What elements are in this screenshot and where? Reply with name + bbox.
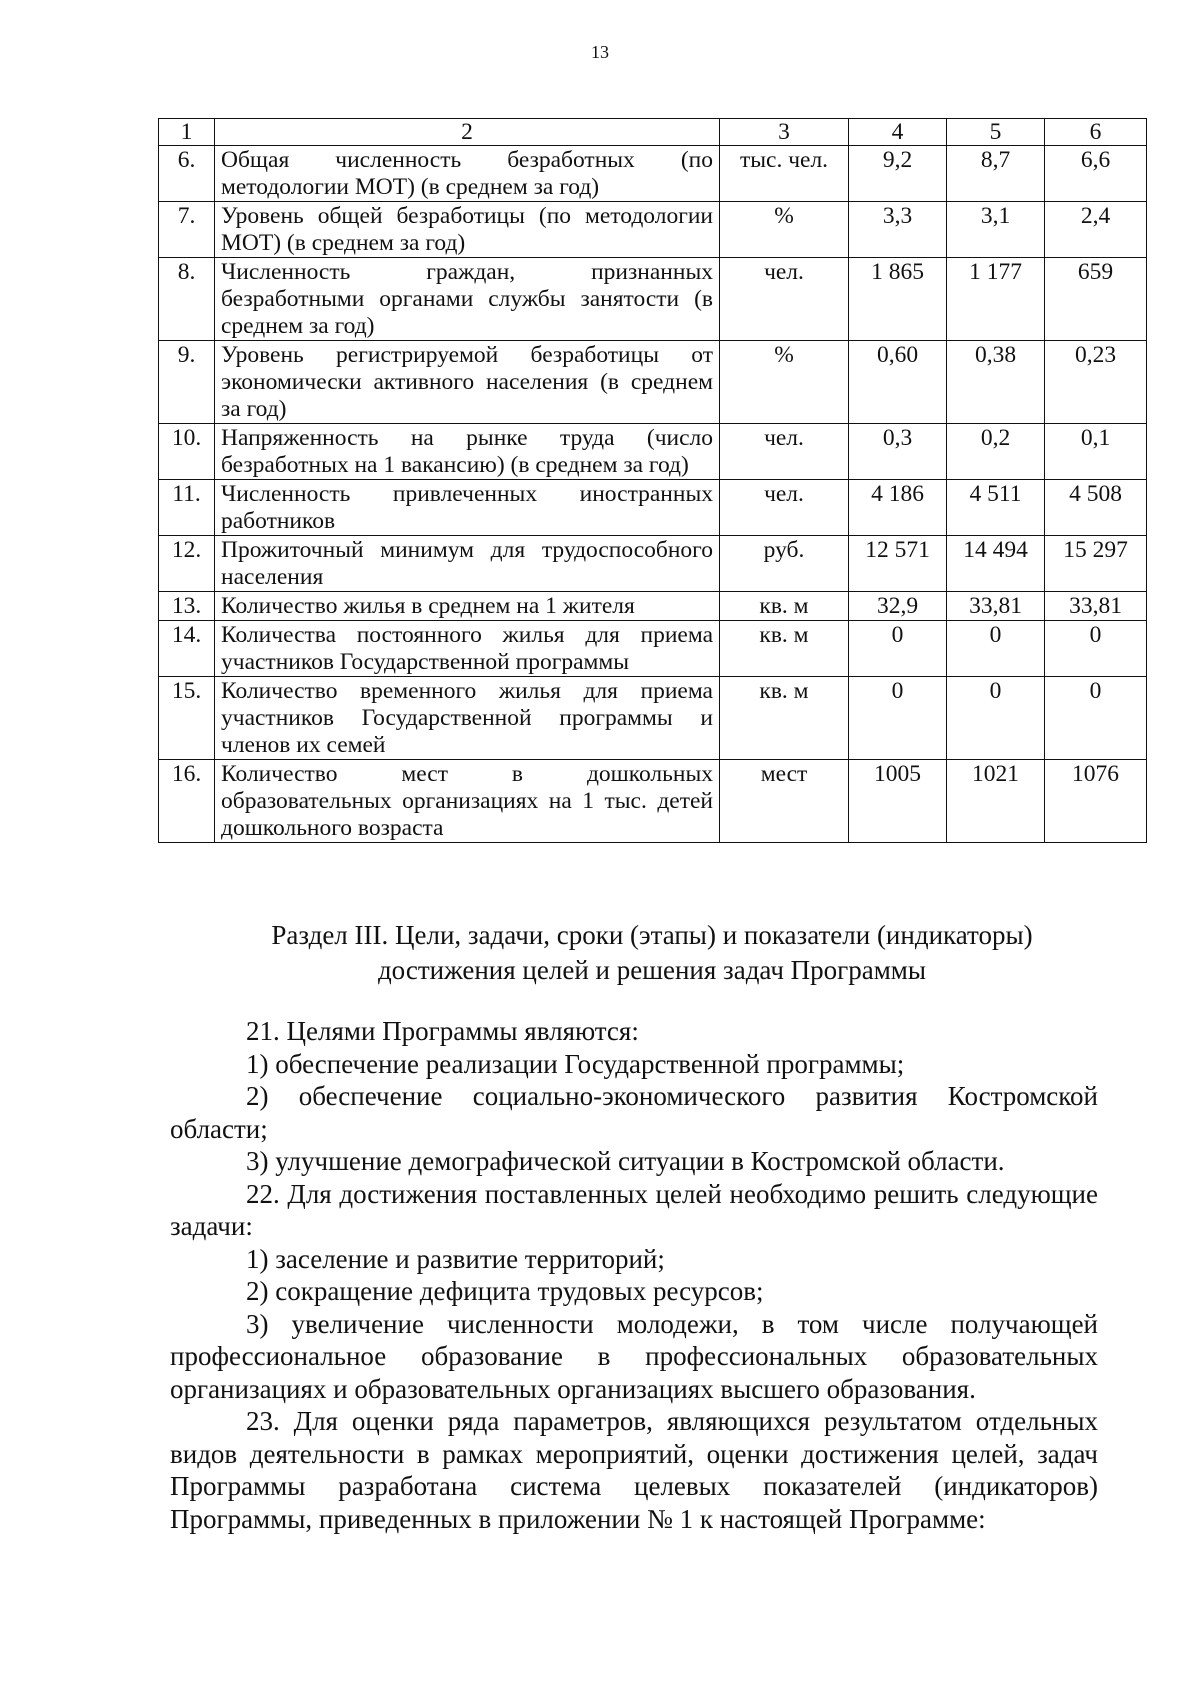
unit-cell: %	[720, 341, 849, 424]
value-cell: 0	[849, 677, 947, 760]
paragraph: 21. Целями Программы являются:	[246, 1016, 639, 1046]
value-cell: 15 297	[1045, 536, 1147, 592]
indicator-name-cell: Количество жилья в среднем на 1 жителя	[215, 592, 720, 621]
value-cell: 2,4	[1045, 202, 1147, 258]
indicator-name-cell: Количество временного жилья для приема участников Государственной программы и членов их семей	[215, 677, 720, 760]
paragraph: 2) сокращение дефицита трудовых ресурсов;	[246, 1276, 764, 1306]
value-cell: 0,3	[849, 424, 947, 480]
value-cell: 8,7	[947, 146, 1045, 202]
table-row	[159, 592, 1147, 621]
header-cell: 4	[849, 119, 947, 146]
table-row	[159, 146, 1147, 202]
row-number-cell: 7.	[159, 202, 215, 258]
table-row	[159, 341, 1147, 424]
indicator-name-cell: Напряженность на рынке труда (число безработных на 1 вакансию) (в среднем за год)	[215, 424, 720, 480]
value-cell: 1 865	[849, 258, 947, 341]
value-cell: 6,6	[1045, 146, 1147, 202]
table-row	[159, 202, 1147, 258]
row-number-cell: 8.	[159, 258, 215, 341]
paragraph: 1) обеспечение реализации Государственной программы;	[246, 1048, 905, 1079]
value-cell: 4 508	[1045, 480, 1147, 536]
table-row	[159, 677, 1147, 760]
unit-cell: чел.	[720, 480, 849, 536]
value-cell: 1 177	[947, 258, 1045, 341]
row-number-cell: 6.	[159, 146, 215, 202]
row-number-cell: 10.	[159, 424, 215, 480]
value-cell: 0,38	[947, 341, 1045, 424]
unit-cell: руб.	[720, 536, 849, 592]
section-heading-line: достижения целей и решения задач Программы	[377, 955, 927, 985]
row-number-cell: 16.	[159, 760, 215, 843]
value-cell: 3,1	[947, 202, 1045, 258]
header-cell: 3	[720, 119, 849, 146]
paragraph: 2) обеспечение социально-экономического развития Костромской области;	[170, 1081, 1098, 1144]
indicator-name-cell: Численность привлеченных иностранных работников	[215, 480, 720, 536]
row-number-cell: 11.	[159, 480, 215, 536]
indicator-name-cell: Прожиточный минимум для трудоспособного населения	[215, 536, 720, 592]
unit-cell: кв. м	[720, 592, 849, 621]
value-cell: 9,2	[849, 146, 947, 202]
page-number: 13	[591, 42, 609, 62]
paragraph: 1) заселение и развитие территорий;	[246, 1243, 665, 1274]
paragraph: 23. Для оценки ряда параметров, являющихся результатом отдельных видов деятельности в рамках мероприятий, оценки достижения целей, задач Программы разработана система целевых показателей (индикаторов) Программы, приведенных в приложении № 1 к настоящей Программе:	[170, 1406, 1098, 1534]
value-cell: 0,2	[947, 424, 1045, 480]
row-number-cell: 12.	[159, 536, 215, 592]
value-cell: 0,60	[849, 341, 947, 424]
row-number-cell: 9.	[159, 341, 215, 424]
section-heading	[158, 918, 1146, 988]
header-cell: 6	[1045, 119, 1147, 146]
paragraph: 22. Для достижения поставленных целей необходимо решить следующие задачи:	[170, 1178, 1098, 1241]
row-number-cell: 13.	[159, 592, 215, 621]
value-cell: 32,9	[849, 592, 947, 621]
unit-cell: кв. м	[720, 677, 849, 760]
unit-cell: %	[720, 202, 849, 258]
value-cell: 0	[947, 677, 1045, 760]
unit-cell: мест	[720, 760, 849, 843]
value-cell: 659	[1045, 258, 1147, 341]
paragraph: 3) увеличение численности молодежи, в том числе получающей профессиональное образование в профессиональных образовательных организациях и образовательных организациях высшего образования.	[170, 1308, 1098, 1404]
table-row	[159, 258, 1147, 341]
value-cell: 1005	[849, 760, 947, 843]
indicator-name-cell: Количество мест в дошкольных образовательных организациях на 1 тыс. детей дошкольного возраста	[215, 760, 720, 843]
value-cell: 14 494	[947, 536, 1045, 592]
table-header-row	[159, 119, 1147, 146]
table-row	[159, 480, 1147, 536]
row-number-cell: 15.	[159, 677, 215, 760]
unit-cell: кв. м	[720, 621, 849, 677]
body-text	[170, 1015, 1098, 1535]
indicator-name-cell: Уровень общей безработицы (по методологии МОТ) (в среднем за год)	[215, 202, 720, 258]
table-row	[159, 536, 1147, 592]
table-row	[159, 760, 1147, 843]
row-number-cell: 14.	[159, 621, 215, 677]
value-cell: 0,23	[1045, 341, 1147, 424]
value-cell: 1021	[947, 760, 1045, 843]
header-cell: 2	[215, 119, 720, 146]
unit-cell: чел.	[720, 424, 849, 480]
indicators-table	[158, 118, 1147, 843]
value-cell: 0	[1045, 677, 1147, 760]
value-cell: 0	[947, 621, 1045, 677]
value-cell: 4 186	[849, 480, 947, 536]
value-cell: 0	[849, 621, 947, 677]
value-cell: 3,3	[849, 202, 947, 258]
paragraph: 3) улучшение демографической ситуации в Костромской области.	[246, 1146, 1005, 1176]
value-cell: 1076	[1045, 760, 1147, 843]
table-row	[159, 621, 1147, 677]
value-cell: 0,1	[1045, 424, 1147, 480]
section-heading-line: Раздел III. Цели, задачи, сроки (этапы) и показатели (индикаторы)	[271, 920, 1033, 950]
indicator-name-cell: Общая численность безработных (по методологии МОТ) (в среднем за год)	[215, 146, 720, 202]
indicator-name-cell: Количества постоянного жилья для приема участников Государственной программы	[215, 621, 720, 677]
indicator-name-cell: Уровень регистрируемой безработицы от экономически активного населения (в среднем за год)	[215, 341, 720, 424]
value-cell: 33,81	[947, 592, 1045, 621]
value-cell: 12 571	[849, 536, 947, 592]
header-cell: 5	[947, 119, 1045, 146]
indicator-name-cell: Численность граждан, признанных безработными органами службы занятости (в среднем за год)	[215, 258, 720, 341]
table-row	[159, 424, 1147, 480]
unit-cell: тыс. чел.	[720, 146, 849, 202]
value-cell: 33,81	[1045, 592, 1147, 621]
value-cell: 4 511	[947, 480, 1045, 536]
unit-cell: чел.	[720, 258, 849, 341]
header-cell: 1	[159, 119, 215, 146]
value-cell: 0	[1045, 621, 1147, 677]
